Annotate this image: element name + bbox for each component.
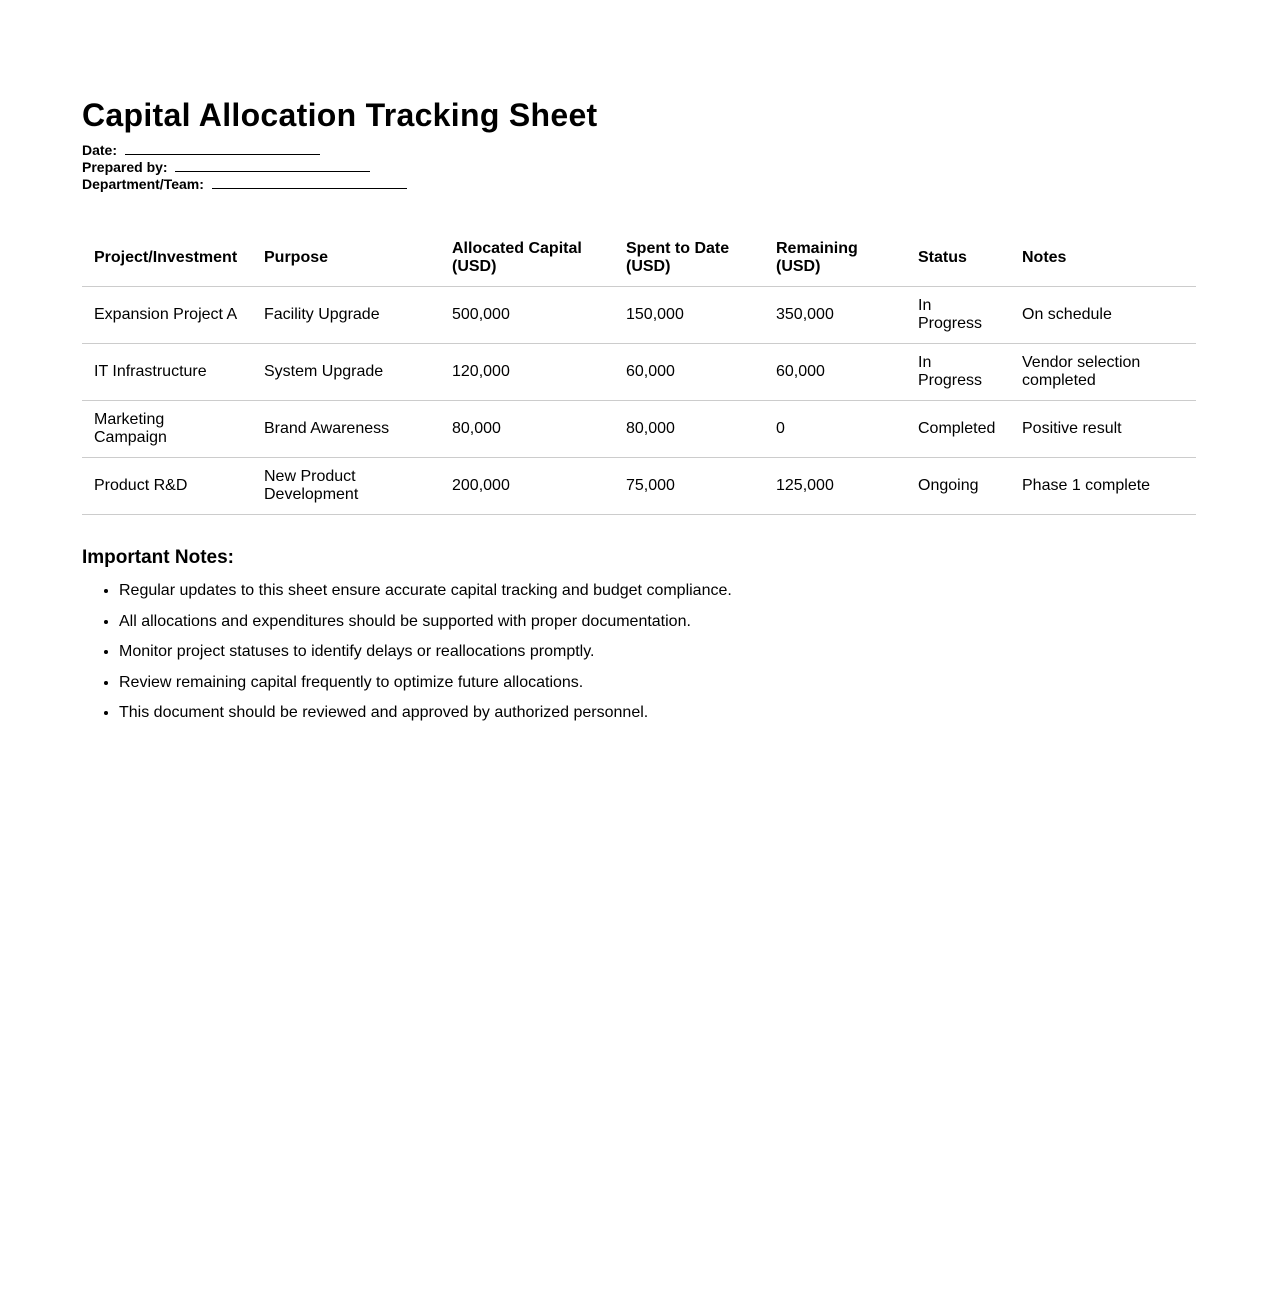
- cell-project: Marketing Campaign: [82, 401, 252, 458]
- cell-purpose: Brand Awareness: [252, 401, 440, 458]
- cell-purpose: New Product Development: [252, 458, 440, 515]
- notes-list: [82, 581, 1196, 722]
- cell-remaining: 60,000: [764, 344, 906, 401]
- prepared-by-line: [82, 159, 1196, 176]
- cell-remaining: 125,000: [764, 458, 906, 515]
- table-row: [82, 458, 1196, 515]
- cell-allocated: 120,000: [440, 344, 614, 401]
- cell-allocated: 200,000: [440, 458, 614, 515]
- cell-spent: 75,000: [614, 458, 764, 515]
- list-item: • Review remaining capital frequently to optimize future allocations.: [119, 673, 1196, 692]
- list-item: • Monitor project statuses to identify delays or reallocations promptly.: [119, 642, 1196, 661]
- cell-project: IT Infrastructure: [82, 344, 252, 401]
- cell-project: Product R&D: [82, 458, 252, 515]
- date-line: [82, 142, 1196, 159]
- column-header-status: Status: [906, 229, 1010, 287]
- cell-spent: 80,000: [614, 401, 764, 458]
- cell-allocated: 500,000: [440, 287, 614, 344]
- cell-status: In Progress: [906, 287, 1010, 344]
- column-header-allocated: Allocated Capital (USD): [440, 229, 614, 287]
- column-header-spent: Spent to Date (USD): [614, 229, 764, 287]
- prepared-by-label: Prepared by:: [82, 159, 168, 175]
- cell-purpose: Facility Upgrade: [252, 287, 440, 344]
- list-item: • Regular updates to this sheet ensure accurate capital tracking and budget compliance.: [119, 581, 1196, 600]
- department-line: [82, 176, 1196, 193]
- table-row: [82, 287, 1196, 344]
- document-meta: [82, 142, 1196, 193]
- date-blank-field[interactable]: [125, 142, 320, 155]
- cell-remaining: 0: [764, 401, 906, 458]
- page-title: Capital Allocation Tracking Sheet: [82, 97, 598, 133]
- column-header-notes: Notes: [1010, 229, 1196, 287]
- cell-status: Completed: [906, 401, 1010, 458]
- cell-allocated: 80,000: [440, 401, 614, 458]
- cell-project: Expansion Project A: [82, 287, 252, 344]
- list-item: • All allocations and expenditures should be supported with proper documentation.: [119, 612, 1196, 631]
- cell-notes: Positive result: [1010, 401, 1196, 458]
- table-row: [82, 344, 1196, 401]
- notes-heading: Important Notes:: [82, 547, 234, 568]
- cell-spent: 60,000: [614, 344, 764, 401]
- prepared-by-blank-field[interactable]: [175, 159, 370, 172]
- column-header-project: Project/Investment: [82, 229, 252, 287]
- column-header-remaining: Remaining (USD): [764, 229, 906, 287]
- list-item: • This document should be reviewed and approved by authorized personnel.: [119, 703, 1196, 722]
- table-row: [82, 401, 1196, 458]
- cell-status: In Progress: [906, 344, 1010, 401]
- table-header-row: [82, 229, 1196, 287]
- department-label: Department/Team:: [82, 176, 204, 192]
- cell-purpose: System Upgrade: [252, 344, 440, 401]
- cell-notes: Phase 1 complete: [1010, 458, 1196, 515]
- department-blank-field[interactable]: [212, 176, 407, 189]
- cell-remaining: 350,000: [764, 287, 906, 344]
- date-label: Date:: [82, 142, 118, 158]
- cell-notes: Vendor selection completed: [1010, 344, 1196, 401]
- cell-spent: 150,000: [614, 287, 764, 344]
- allocation-table: [82, 229, 1196, 515]
- column-header-purpose: Purpose: [252, 229, 440, 287]
- cell-notes: On schedule: [1010, 287, 1196, 344]
- cell-status: Ongoing: [906, 458, 1010, 515]
